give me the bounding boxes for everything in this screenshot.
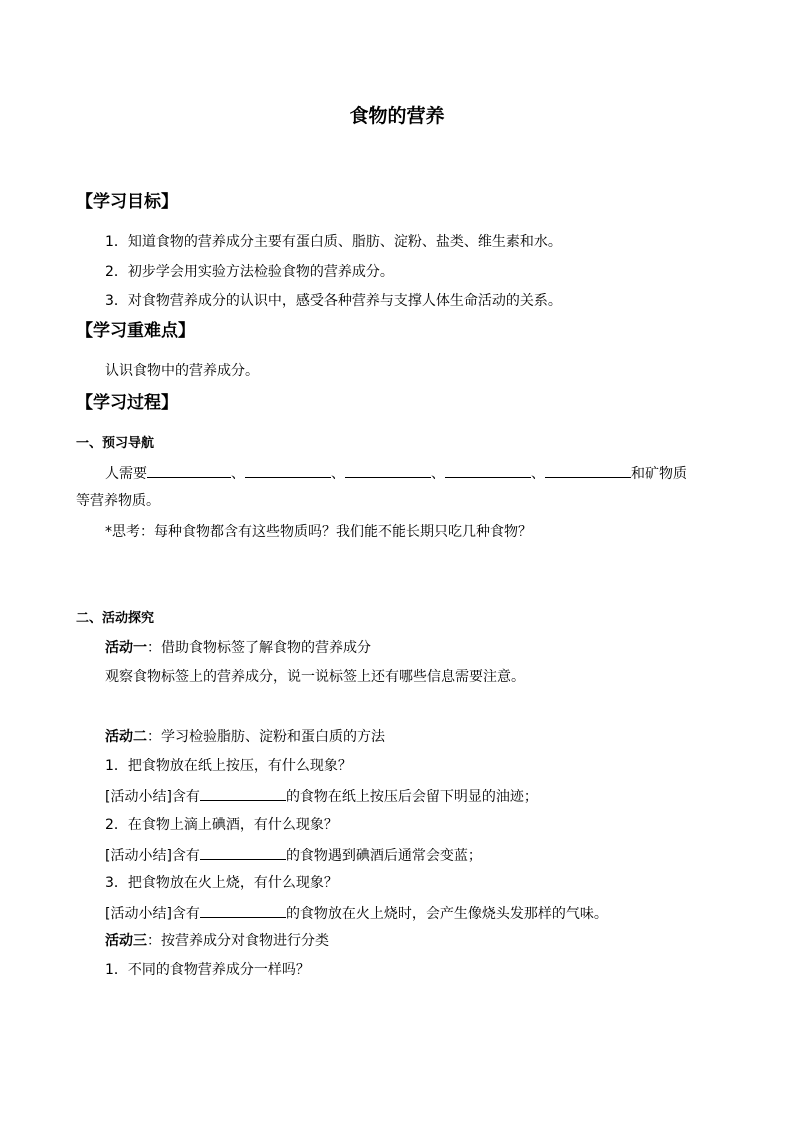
- summary-2-prefix: [活动小结]含有: [105, 848, 200, 864]
- summary-3-suffix: 的食物放在火上烧时，会产生像烧头发那样的气味。: [285, 906, 608, 922]
- page-title: 食物的营养: [349, 105, 445, 127]
- explore-heading: 二、活动探究: [76, 611, 155, 626]
- activity-3-text: ：按营养成分对食物进行分类: [147, 933, 329, 949]
- separator: 、: [431, 466, 445, 482]
- blank-1[interactable]: [147, 465, 231, 478]
- question-2: 2．在食物上滴上碘酒，有什么现象？: [105, 817, 338, 833]
- summary-3-blank[interactable]: [200, 905, 286, 918]
- goal-item-2: 2．初步学会用实验方法检验食物的营养成分。: [105, 264, 394, 280]
- summary-1-blank[interactable]: [200, 788, 286, 801]
- goal-item-1: 1．知道食物的营养成分主要有蛋白质、脂肪、淀粉、盐类、维生素和水。: [105, 234, 562, 250]
- question-1: 1．把食物放在纸上按压，有什么现象？: [105, 758, 352, 774]
- separator: 、: [331, 466, 345, 482]
- activity-1-text: ：借助食物标签了解食物的营养成分: [147, 640, 371, 656]
- preview-suffix: 和矿物质: [631, 466, 687, 482]
- section-heading-process: 【学习过程】: [76, 393, 178, 413]
- activity-3-label: 活动三: [105, 933, 147, 949]
- blank-4[interactable]: [445, 465, 531, 478]
- section-heading-key: 【学习重难点】: [76, 321, 195, 341]
- question-3: 3．把食物放在火上烧，有什么现象？: [105, 875, 338, 891]
- activity-3-title: [105, 934, 329, 948]
- section-heading-goals: 【学习目标】: [76, 192, 178, 212]
- activity-1-title: [105, 641, 371, 655]
- activity-1-label: 活动一: [105, 640, 147, 656]
- summary-3: [105, 905, 608, 921]
- goal-item-3: 3．对食物营养成分的认识中，感受各种营养与支撑人体生命活动的关系。: [105, 293, 562, 309]
- summary-2: [105, 847, 482, 863]
- preview-heading: 一、预习导航: [76, 436, 155, 451]
- preview-think: *思考：每种食物都含有这些物质吗？我们能不能长期只吃几种食物？: [105, 524, 532, 540]
- preview-fill-line: [105, 465, 687, 481]
- question-4: 1．不同的食物营养成分一样吗？: [105, 962, 310, 978]
- summary-1: [105, 788, 538, 804]
- blank-3[interactable]: [345, 465, 431, 478]
- blank-2[interactable]: [245, 465, 331, 478]
- summary-2-suffix: 的食物遇到碘酒后通常会变蓝；: [285, 848, 482, 864]
- summary-2-blank[interactable]: [200, 847, 286, 860]
- activity-1-desc: 观察食物标签上的营养成分，说一说标签上还有哪些信息需要注意。: [105, 669, 525, 685]
- activity-2-title: [105, 730, 385, 744]
- summary-3-prefix: [活动小结]含有: [105, 906, 200, 922]
- activity-2-label: 活动二: [105, 729, 147, 745]
- separator: 、: [531, 466, 545, 482]
- summary-1-suffix: 的食物在纸上按压后会留下明显的油迹；: [285, 789, 538, 805]
- summary-1-prefix: [活动小结]含有: [105, 789, 200, 805]
- preview-prefix: 人需要: [105, 466, 147, 482]
- activity-2-text: ：学习检验脂肪、淀粉和蛋白质的方法: [147, 729, 385, 745]
- key-point-text: 认识食物中的营养成分。: [105, 363, 259, 379]
- preview-line-2: 等营养物质。: [76, 493, 160, 509]
- blank-5[interactable]: [545, 465, 631, 478]
- separator: 、: [231, 466, 245, 482]
